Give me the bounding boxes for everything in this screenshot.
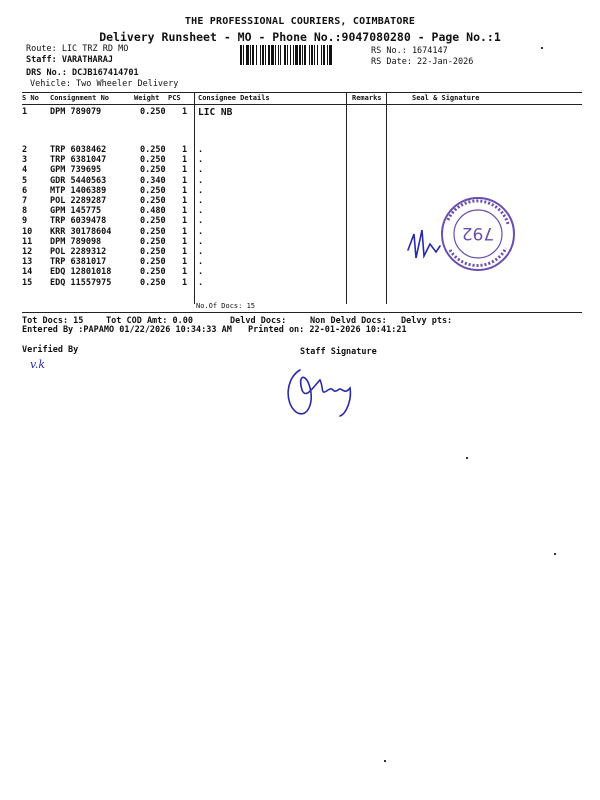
scan-speck xyxy=(554,553,556,555)
row-consignment-no: TRP 6038462 xyxy=(50,145,107,155)
row-consignee: . xyxy=(198,267,204,278)
row-consignee: . xyxy=(198,226,204,237)
courier-stamp xyxy=(442,198,514,270)
table-row xyxy=(0,176,600,186)
delivery-points: Delvy pts: xyxy=(401,316,453,326)
row-consignee: LIC NB xyxy=(198,107,233,118)
row-consignee: . xyxy=(198,196,204,206)
no-of-docs: No.Of Docs: 15 xyxy=(196,302,256,310)
col-remarks: Remarks xyxy=(352,94,382,102)
row-pcs: 1 xyxy=(182,145,188,155)
printed-on: Printed on: 22-01-2026 10:41:21 xyxy=(248,325,407,335)
table-row xyxy=(0,165,600,175)
row-weight: 0.250 xyxy=(140,165,166,176)
row-consignee: . xyxy=(198,206,204,217)
rs-date: RS Date: 22-Jan-2026 xyxy=(371,57,474,67)
row-weight: 0.250 xyxy=(140,257,166,268)
scan-speck xyxy=(541,47,543,49)
row-weight: 0.250 xyxy=(140,145,166,155)
row-sno: 10 xyxy=(22,226,33,237)
row-weight: 0.480 xyxy=(140,206,166,217)
table-top-rule xyxy=(22,92,582,93)
row-pcs: 1 xyxy=(182,247,188,257)
row-consignee: . xyxy=(198,277,204,288)
delivered-docs: Delvd Docs: xyxy=(230,316,287,326)
row-weight: 0.250 xyxy=(140,236,166,247)
staff-label: Staff: VARATHARAJ xyxy=(26,55,113,65)
row-weight: 0.340 xyxy=(140,175,166,186)
row-sno: 4 xyxy=(22,165,28,176)
col-consignment: Consignment No xyxy=(50,94,110,102)
row-pcs: 1 xyxy=(182,196,188,206)
row-consignment-no: EDQ 11557975 xyxy=(50,277,112,288)
row-weight: 0.250 xyxy=(140,247,166,257)
row-weight: 0.250 xyxy=(140,196,166,206)
row-consignee: . xyxy=(198,185,204,196)
row-consignment-no: KRR 30178604 xyxy=(50,226,112,237)
row-consignee: . xyxy=(198,155,204,166)
row-consignee: . xyxy=(198,247,204,257)
row-weight: 0.250 xyxy=(140,185,166,196)
table-row xyxy=(0,107,600,117)
company-title: THE PROFESSIONAL COURIERS, COIMBATORE xyxy=(184,16,416,27)
row-pcs: 1 xyxy=(182,206,188,217)
row-pcs: 1 xyxy=(182,185,188,196)
entered-by: Entered By :PAPAMO 01/22/2026 10:34:33 AM xyxy=(22,325,232,335)
barcode-image xyxy=(240,45,368,65)
row-weight: 0.250 xyxy=(140,267,166,278)
row-sno: 14 xyxy=(22,267,33,278)
total-cod-amount: Tot COD Amt: 0.00 xyxy=(106,316,193,326)
route-label: Route: LIC TRZ RD MO xyxy=(26,44,129,54)
col-consignee: Consignee Details xyxy=(198,94,270,102)
rs-number: RS No.: 1674147 xyxy=(371,46,448,56)
row-consignee: . xyxy=(198,257,204,268)
row-consignment-no: GDR 5440563 xyxy=(50,175,107,186)
row-consignment-no: EDQ 12801018 xyxy=(50,267,112,278)
table-row xyxy=(0,145,600,155)
total-docs: Tot Docs: 15 xyxy=(22,316,84,326)
row-pcs: 1 xyxy=(182,236,188,247)
staff-signature-scribble xyxy=(280,360,365,420)
drs-number: DRS No.: DCJB167414701 xyxy=(26,68,139,78)
table-row xyxy=(0,186,600,196)
non-delivered-docs: Non Delvd Docs: xyxy=(310,316,387,326)
row-consignee: . xyxy=(198,145,204,155)
row-pcs: 1 xyxy=(182,107,188,117)
seal-signature-scribble xyxy=(408,230,440,258)
table-bottom-rule xyxy=(22,312,582,313)
row-consignment-no: GPM 145775 xyxy=(50,206,102,217)
scan-speck xyxy=(466,457,468,459)
row-consignment-no: DPM 789098 xyxy=(50,236,102,247)
table-row xyxy=(0,278,600,288)
row-consignee: . xyxy=(198,216,204,227)
row-pcs: 1 xyxy=(182,226,188,237)
row-sno: 5 xyxy=(22,175,28,186)
table-row xyxy=(0,155,600,165)
row-consignment-no: POL 2289287 xyxy=(50,196,107,206)
stamp-number: 792 xyxy=(461,223,495,243)
row-sno: 12 xyxy=(22,247,33,257)
row-consignment-no: DPM 789079 xyxy=(50,107,102,117)
row-sno: 7 xyxy=(22,196,28,206)
seal-area xyxy=(400,200,525,275)
row-sno: 3 xyxy=(22,155,28,166)
staff-signature-label: Staff Signature xyxy=(300,347,377,357)
row-weight: 0.250 xyxy=(140,277,166,288)
row-sno: 6 xyxy=(22,185,28,196)
row-consignment-no: TRP 6381017 xyxy=(50,257,107,268)
row-weight: 0.250 xyxy=(140,155,166,166)
scan-speck xyxy=(384,760,386,762)
col-seal-signature: Seal & Signature xyxy=(412,94,480,102)
row-consignment-no: GPM 739695 xyxy=(50,165,102,176)
row-consignment-no: MTP 1406389 xyxy=(50,185,107,196)
runsheet-title: Delivery Runsheet - MO - Phone No.:9047080280 - Page No.:1 xyxy=(99,30,501,44)
row-sno: 9 xyxy=(22,216,28,227)
row-pcs: 1 xyxy=(182,155,188,166)
row-consignee: . xyxy=(198,165,204,176)
row-pcs: 1 xyxy=(182,277,188,288)
row-sno: 13 xyxy=(22,257,33,268)
table-header-rule xyxy=(22,104,582,105)
row-pcs: 1 xyxy=(182,267,188,278)
row-sno: 15 xyxy=(22,277,33,288)
row-consignee: . xyxy=(198,236,204,247)
row-consignee: . xyxy=(198,175,204,186)
row-pcs: 1 xyxy=(182,175,188,186)
row-sno: 1 xyxy=(22,107,28,117)
row-weight: 0.250 xyxy=(140,226,166,237)
row-weight: 0.250 xyxy=(140,107,166,117)
row-sno: 8 xyxy=(22,206,28,217)
row-sno: 11 xyxy=(22,236,33,247)
row-pcs: 1 xyxy=(182,165,188,176)
row-consignment-no: TRP 6039478 xyxy=(50,216,107,227)
row-pcs: 1 xyxy=(182,216,188,227)
verified-by-scribble: v.k xyxy=(30,358,46,371)
row-pcs: 1 xyxy=(182,257,188,268)
col-sno: S No xyxy=(22,94,39,102)
col-pcs: PCS xyxy=(168,94,181,102)
col-weight: Weight xyxy=(134,94,160,102)
row-weight: 0.250 xyxy=(140,216,166,227)
row-consignment-no: TRP 6381047 xyxy=(50,155,107,166)
row-consignment-no: POL 2289312 xyxy=(50,247,107,257)
row-sno: 2 xyxy=(22,145,28,155)
vehicle-label: Vehicle: Two Wheeler Delivery xyxy=(30,79,179,89)
verified-by-label: Verified By xyxy=(22,345,79,355)
